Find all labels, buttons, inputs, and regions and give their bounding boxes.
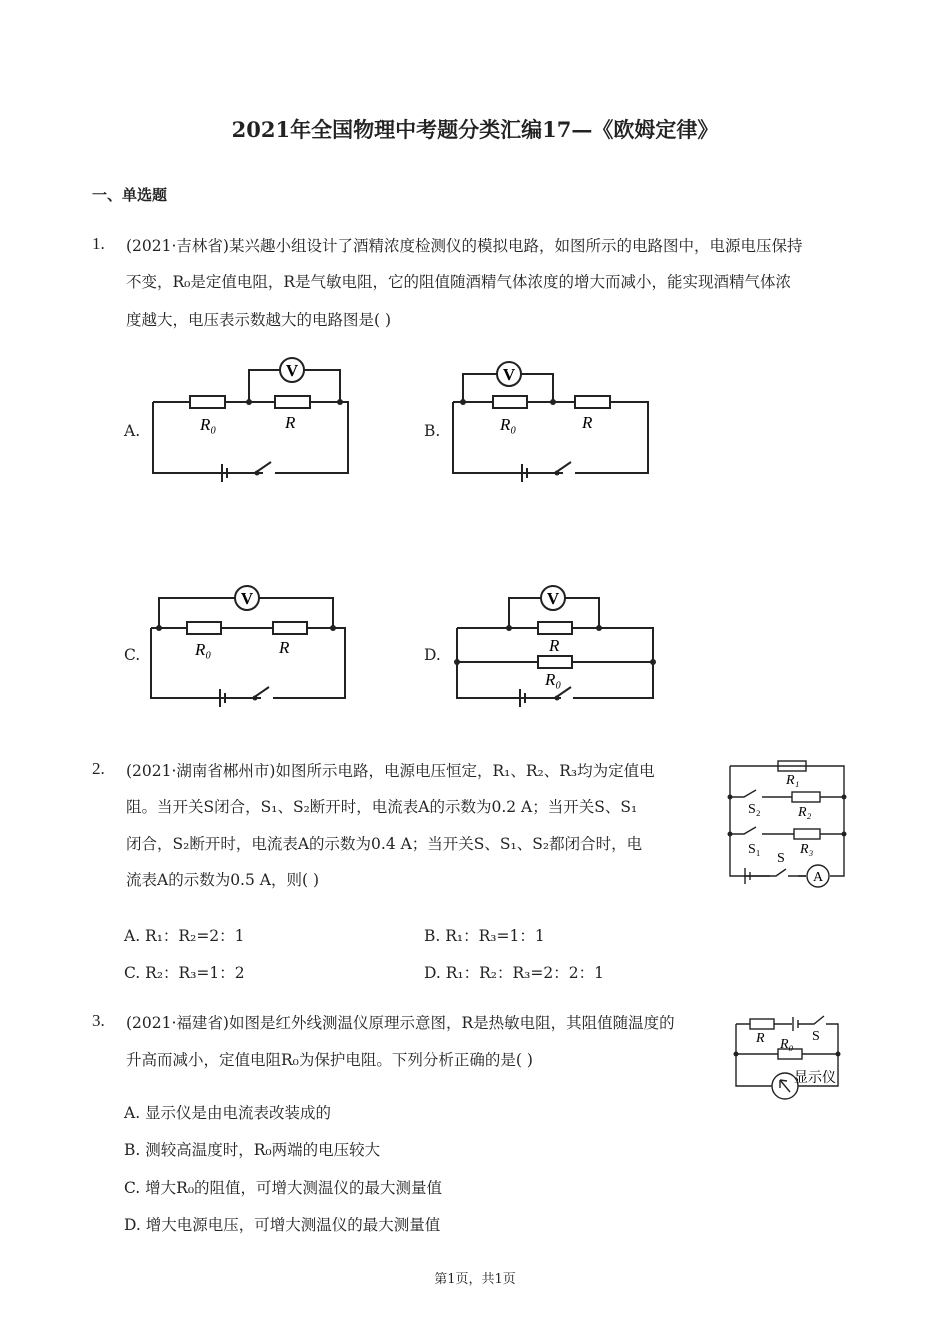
switch-label: S [812,1029,820,1044]
option-label: A. 显示仪是由电流表改装成的 [124,1104,332,1122]
question-text-line: 流表A的示数为0.5 A，则( ) [126,871,319,889]
voltmeter-label: V [502,365,516,384]
question-text-line: (2021·福建省)如图是红外线测温仪原理示意图，R是热敏电阻，其阻值随温度的 [126,1014,675,1032]
page-title: 2021年全国物理中考题分类汇编17—《欧姆定律》 [231,117,719,142]
resistor-label: R [549,636,560,655]
resistor-label: R₀ [545,670,562,689]
question-text-line: (2021·吉林省)某兴趣小组设计了酒精浓度检测仪的模拟电路，如图所示的电路图中，电源电压保持 [126,237,803,255]
option-label: D. [424,646,441,664]
option-label: B. R₁：R₃=1：1 [424,927,545,945]
circuit-diagram-q3 [728,1008,848,1108]
option-label: B. 测较高温度时，R₀两端的电压较大 [124,1141,381,1159]
switch-label: S₂ [748,802,761,817]
resistor-label: R₁ [786,773,800,788]
section-heading: 一、单选题 [92,186,168,204]
option-label: A. [124,422,141,440]
option-label: B. [424,422,441,440]
question-text-line: 闭合，S₂断开时，电流表A的示数为0.4 A；当开关S、S₁、S₂都闭合时，电 [126,835,643,853]
display-label: 显示仪 [794,1071,836,1086]
voltmeter-label: V [546,589,560,608]
question-number: 2. [92,759,105,778]
question-text-line: 度越大，电压表示数越大的电路图是( ) [126,311,392,329]
circuit-diagram-c [145,578,360,713]
question-number: 1. [92,234,105,253]
resistor-label: R [582,413,593,432]
switch-label: S₁ [748,842,761,857]
question-text-line: 不变，R₀是定值电阻，R是气敏电阻，它的阻值随酒精气体浓度的增大而减小，能实现酒精气体浓 [126,273,792,291]
option-label: D. 增大电源电压，可增大测温仪的最大测量值 [124,1216,441,1234]
circuit-diagram-a [145,350,360,485]
option-label: C. [124,646,141,664]
circuit-diagram-b [445,350,660,485]
resistor-label: R₀ [500,415,517,434]
circuit-diagram-d [445,578,660,713]
resistor-label: R₀ [200,415,217,434]
ammeter-label: A [812,870,824,885]
option-label: D. R₁：R₂：R₃=2：2：1 [424,964,604,982]
voltmeter-label: V [240,589,254,608]
option-label: C. 增大R₀的阻值，可增大测温仪的最大测量值 [124,1179,443,1197]
option-label: C. R₂：R₃=1：2 [124,964,245,982]
option-label: A. R₁：R₂=2：1 [124,927,245,945]
resistor-label: R [285,413,296,432]
resistor-label: R [279,638,290,657]
page-footer: 第1页，共1页 [434,1272,516,1287]
switch-label: S [777,851,785,866]
resistor-label: R₀ [780,1037,794,1052]
resistor-label: R [756,1031,765,1046]
resistor-label: R₃ [800,842,814,857]
resistor-label: R₀ [195,640,212,659]
circuit-diagram-q2 [722,756,852,896]
voltmeter-label: V [285,361,299,380]
question-text-line: 升高而减小，定值电阻R₀为保护电阻。下列分析正确的是( ) [126,1051,533,1069]
resistor-label: R₂ [798,805,812,820]
question-number: 3. [92,1011,105,1030]
question-text-line: 阻。当开关S闭合，S₁、S₂断开时，电流表A的示数为0.2 A；当开关S、S₁ [126,798,638,816]
question-text-line: (2021·湖南省郴州市)如图所示电路，电源电压恒定，R₁、R₂、R₃均为定值电 [126,762,655,780]
